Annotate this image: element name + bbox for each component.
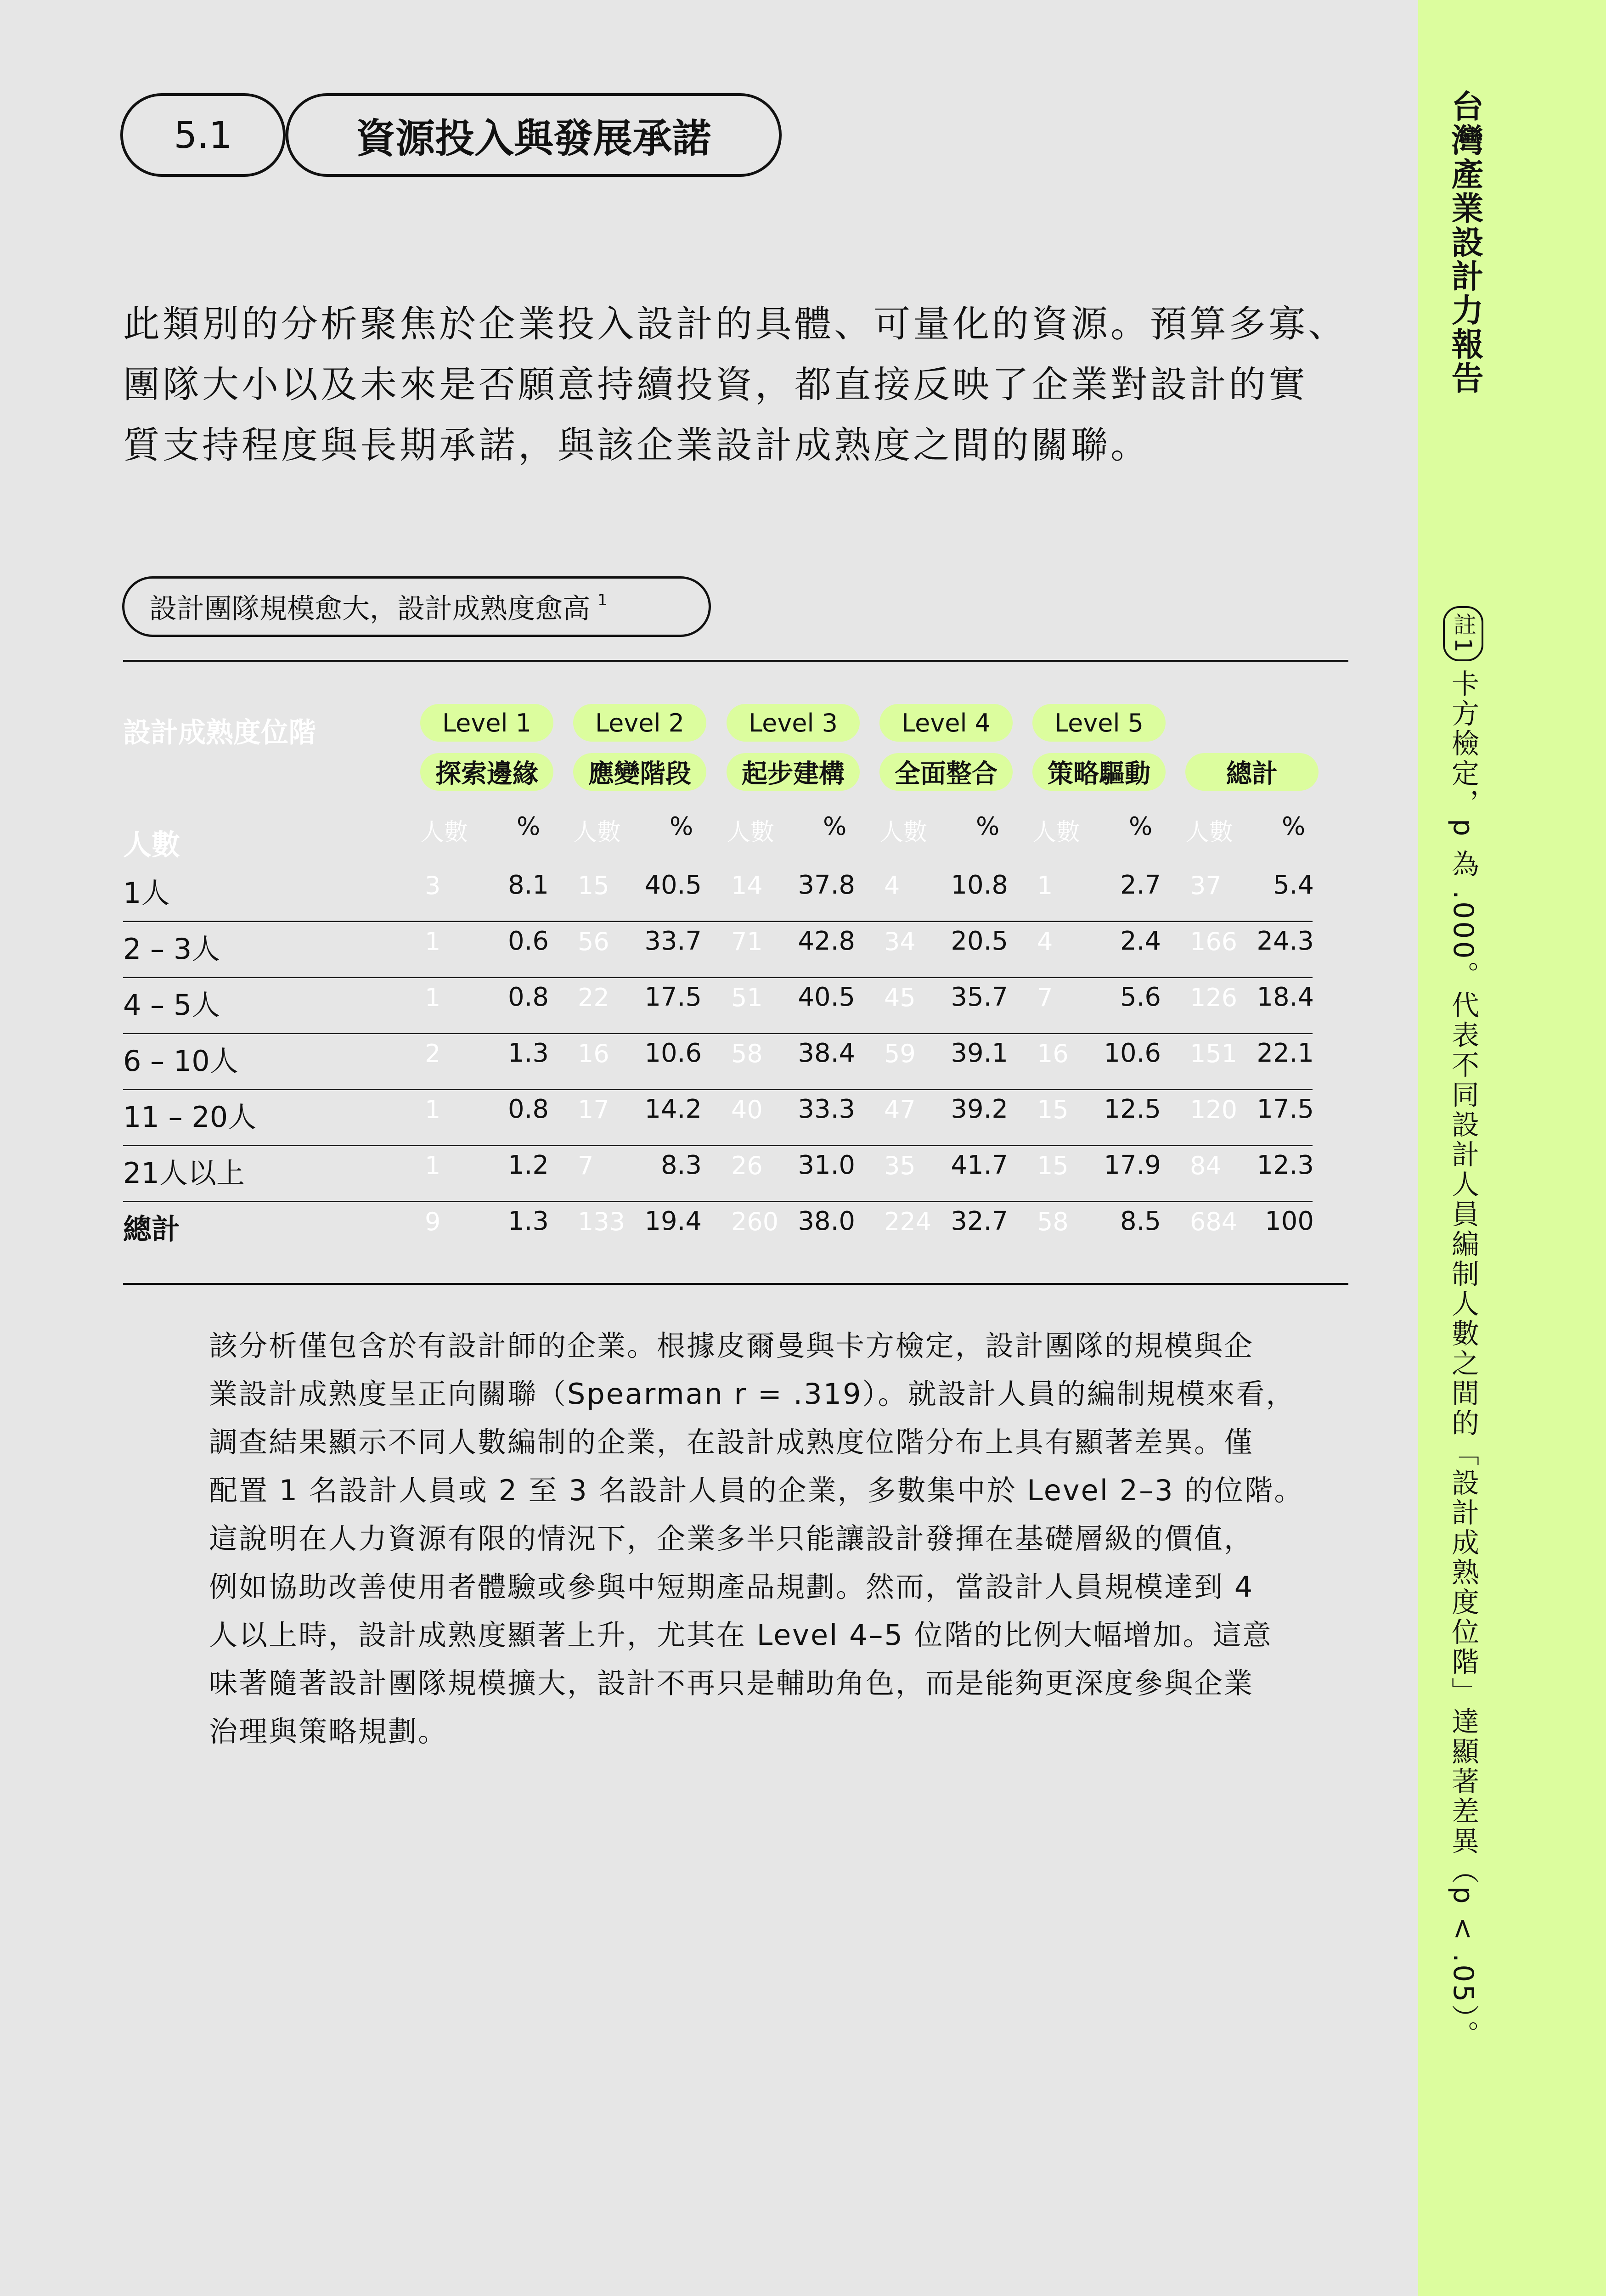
section-title: 資源投入與發展承諾 (286, 93, 782, 177)
count-cell: 16 (578, 1039, 609, 1068)
count-cell: 1 (425, 1151, 441, 1180)
percent-cell: 17.9 (1104, 1150, 1161, 1180)
count-cell: 17 (578, 1095, 609, 1124)
percent-cell: 33.3 (798, 1094, 855, 1124)
level-name: 應變階段 (573, 753, 706, 791)
count-cell: 15 (1037, 1095, 1069, 1124)
count-cell: 84 (1190, 1151, 1222, 1180)
percent-cell: 40.5 (798, 982, 855, 1012)
section-number: 5.1 (120, 93, 286, 177)
percent-cell: 31.0 (798, 1150, 855, 1180)
intro-line: 質支持程度與長期承諾，與該企業設計成熟度之間的關聯。 (123, 424, 1150, 467)
percent-cell: 2.7 (1120, 870, 1161, 900)
percent-cell: 1.2 (507, 1150, 549, 1180)
row-divider (123, 977, 1313, 978)
body-line: 例如協助改善使用者體驗或參與中短期產品規劃。然而，當設計人員規模達到 4 (209, 1570, 1254, 1604)
percent-cell: 5.4 (1273, 870, 1314, 900)
count-cell: 151 (1190, 1039, 1238, 1068)
body-line: 業設計成熟度呈正向關聯（Spearman r = .319）。就設計人員的編制規模來看， (209, 1377, 1296, 1411)
level-badge: Level 1 (420, 704, 553, 742)
level-badge: Level 2 (573, 704, 706, 742)
row-divider (123, 1201, 1313, 1202)
level-badge: Level 4 (879, 704, 1013, 742)
percent-subheader: % (976, 812, 1000, 841)
count-cell: 4 (884, 871, 900, 900)
count-cell: 260 (731, 1207, 779, 1236)
count-subheader: 人數 (1032, 819, 1081, 846)
percent-cell: 17.5 (644, 982, 702, 1012)
row-divider (123, 1145, 1313, 1146)
percent-cell: 38.0 (798, 1206, 855, 1236)
count-cell: 56 (578, 927, 609, 956)
percent-cell: 1.3 (507, 1206, 549, 1236)
percent-cell: 100 (1265, 1206, 1314, 1236)
percent-cell: 10.8 (951, 870, 1008, 900)
footnote-text: 卡方檢定，p 為 .000。代表不同設計人員編制人數之間的「設計成熟度位階」達顯著差異（p < .05）。 (1447, 669, 1479, 2050)
count-cell: 51 (731, 983, 763, 1012)
count-cell: 16 (1037, 1039, 1069, 1068)
report-title: 台灣產業設計力報告 (1446, 90, 1484, 395)
count-subheader: 人數 (420, 819, 468, 846)
percent-cell: 40.5 (644, 870, 702, 900)
count-cell: 4 (1037, 927, 1053, 956)
percent-cell: 24.3 (1257, 926, 1314, 956)
percent-cell: 42.8 (798, 926, 855, 956)
count-cell: 120 (1190, 1095, 1238, 1124)
percent-cell: 37.8 (798, 870, 855, 900)
table-bottom-rule (123, 1283, 1348, 1285)
row-divider (123, 1033, 1313, 1034)
percent-cell: 12.5 (1104, 1094, 1161, 1124)
percent-cell: 35.7 (951, 982, 1008, 1012)
level-name: 起步建構 (727, 753, 860, 791)
percent-cell: 0.8 (507, 1094, 549, 1124)
percent-cell: 39.1 (951, 1038, 1008, 1068)
percent-cell: 10.6 (1104, 1038, 1161, 1068)
body-line: 該分析僅包含於有設計師的企業。根據皮爾曼與卡方檢定，設計團隊的規模與企 (209, 1329, 1254, 1362)
table-caption (122, 576, 711, 637)
count-cell: 71 (731, 927, 763, 956)
percent-cell: 18.4 (1257, 982, 1314, 1012)
table-caption-footnote: 1 (597, 591, 608, 609)
body-line: 味著隨著設計團隊規模擴大，設計不再只是輔助角色，而是能夠更深度參與企業 (209, 1666, 1254, 1700)
percent-cell: 19.4 (644, 1206, 702, 1236)
percent-cell: 2.4 (1120, 926, 1161, 956)
count-cell: 14 (731, 871, 763, 900)
count-cell: 58 (1037, 1207, 1069, 1236)
body-line: 配置 1 名設計人員或 2 至 3 名設計人員的企業，多數集中於 Level 2–3 的位階。 (209, 1474, 1304, 1507)
count-cell: 126 (1190, 983, 1238, 1012)
percent-cell: 14.2 (644, 1094, 702, 1124)
footnote (1447, 606, 1483, 2050)
percent-cell: 38.4 (798, 1038, 855, 1068)
level-name: 策略驅動 (1032, 753, 1166, 791)
percent-cell: 22.1 (1257, 1038, 1314, 1068)
body-line: 人以上時，設計成熟度顯著上升，尤其在 Level 4–5 位階的比例大幅增加。這意 (209, 1618, 1273, 1652)
table-header-label: 設計成熟度位階 (123, 717, 316, 749)
percent-cell: 32.7 (951, 1206, 1008, 1236)
body-line: 這說明在人力資源有限的情況下，企業多半只能讓設計發揮在基礎層級的價值， (209, 1522, 1254, 1555)
count-cell: 684 (1190, 1207, 1238, 1236)
row-label: 21人以上 (123, 1156, 245, 1190)
count-cell: 2 (425, 1039, 441, 1068)
intro-line: 團隊大小以及未來是否願意持續投資，都直接反映了企業對設計的實 (123, 363, 1308, 406)
percent-cell: 0.6 (507, 926, 549, 956)
count-cell: 40 (731, 1095, 763, 1124)
table-top-rule (123, 660, 1348, 662)
row-label: 2 – 3人 (123, 932, 220, 966)
percent-cell: 39.2 (951, 1094, 1008, 1124)
count-cell: 166 (1190, 927, 1238, 956)
body-line: 調查結果顯示不同人數編制的企業，在設計成熟度位階分布上具有顯著差異。僅 (209, 1425, 1254, 1459)
row-divider (123, 921, 1313, 922)
percent-cell: 5.6 (1120, 982, 1161, 1012)
total-header: 總計 (1185, 753, 1319, 791)
count-subheader: 人數 (727, 819, 775, 846)
count-cell: 47 (884, 1095, 916, 1124)
count-cell: 35 (884, 1151, 916, 1180)
percent-subheader: % (1129, 812, 1153, 841)
percent-cell: 8.1 (507, 870, 549, 900)
percent-cell: 8.5 (1120, 1206, 1161, 1236)
count-subheader: 人數 (573, 819, 621, 846)
count-subheader: 人數 (879, 819, 928, 846)
row-label: 6 – 10人 (123, 1044, 238, 1078)
level-name: 探索邊緣 (420, 753, 553, 791)
level-badge: Level 5 (1032, 704, 1166, 742)
row-label: 11 – 20人 (123, 1100, 257, 1134)
body-line: 治理與策略規劃。 (209, 1715, 448, 1748)
count-subheader: 人數 (1185, 819, 1234, 846)
percent-cell: 41.7 (951, 1150, 1008, 1180)
percent-subheader: % (823, 812, 847, 841)
count-cell: 7 (1037, 983, 1053, 1012)
row-label: 1人 (123, 876, 170, 910)
level-name: 全面整合 (879, 753, 1013, 791)
percent-cell: 1.3 (507, 1038, 549, 1068)
count-cell: 45 (884, 983, 916, 1012)
percent-cell: 8.3 (660, 1150, 702, 1180)
count-cell: 1 (425, 983, 441, 1012)
percent-cell: 0.8 (507, 982, 549, 1012)
count-cell: 1 (425, 927, 441, 956)
percent-cell: 20.5 (951, 926, 1008, 956)
count-cell: 1 (425, 1095, 441, 1124)
row-divider (123, 1089, 1313, 1090)
footnote-badge: 註1 (1443, 606, 1483, 661)
intro-paragraph (123, 294, 1363, 476)
row-label: 4 – 5人 (123, 988, 220, 1022)
percent-cell: 17.5 (1257, 1094, 1314, 1124)
count-cell: 224 (884, 1207, 932, 1236)
intro-line: 此類別的分析聚焦於企業投入設計的具體、可量化的資源。預算多寡、 (123, 303, 1347, 345)
level-badge: Level 3 (727, 704, 860, 742)
table-caption-text: 設計團隊規模愈大，設計成熟度愈高 (149, 593, 590, 625)
count-cell: 3 (425, 871, 441, 900)
count-cell: 15 (1037, 1151, 1069, 1180)
count-cell: 9 (425, 1207, 441, 1236)
count-cell: 59 (884, 1039, 916, 1068)
count-cell: 37 (1190, 871, 1222, 900)
count-cell: 133 (578, 1207, 625, 1236)
count-cell: 15 (578, 871, 609, 900)
percent-subheader: % (670, 812, 693, 841)
count-cell: 7 (578, 1151, 594, 1180)
row-label: 總計 (123, 1212, 180, 1246)
count-cell: 1 (1037, 871, 1053, 900)
percent-cell: 12.3 (1257, 1150, 1314, 1180)
percent-subheader: % (1282, 812, 1306, 841)
count-cell: 34 (884, 927, 916, 956)
count-cell: 26 (731, 1151, 763, 1180)
count-cell: 22 (578, 983, 609, 1012)
percent-cell: 10.6 (644, 1038, 702, 1068)
percent-cell: 33.7 (644, 926, 702, 956)
percent-subheader: % (517, 812, 541, 841)
analysis-paragraph (209, 1322, 1352, 1756)
count-cell: 58 (731, 1039, 763, 1068)
table-row-header: 人數 (123, 828, 180, 861)
